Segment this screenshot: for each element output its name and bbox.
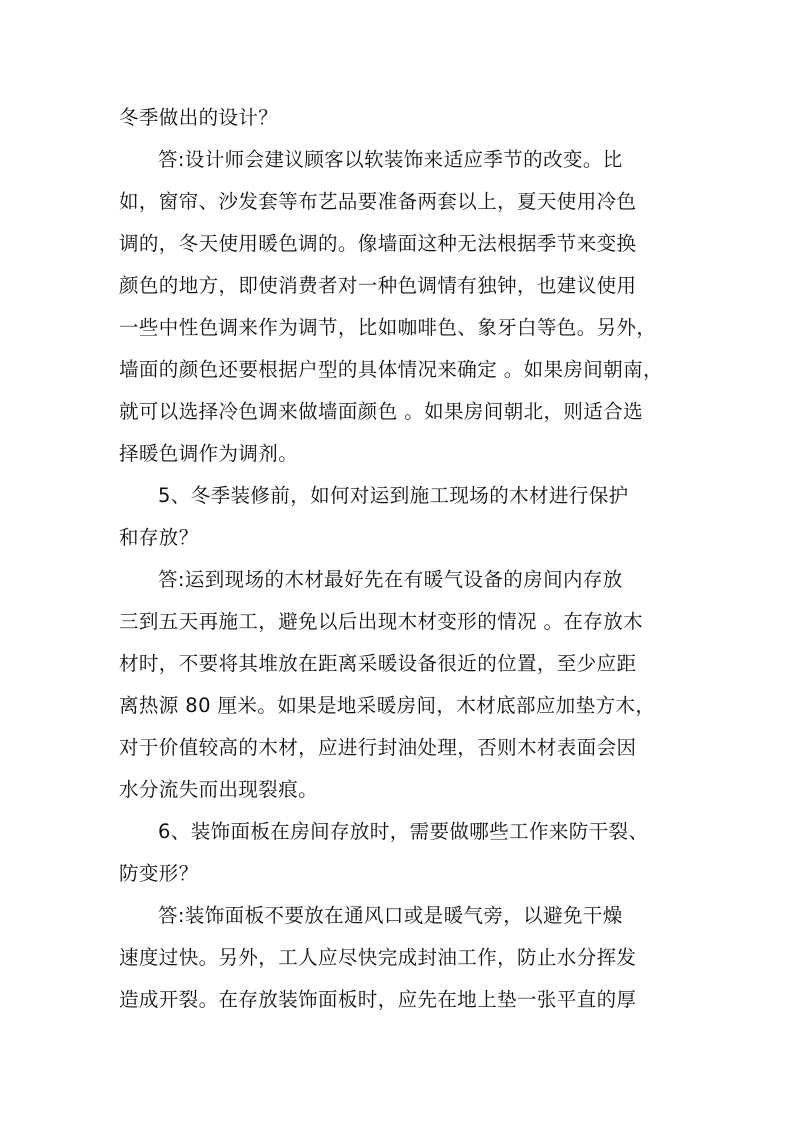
text-line: 答:设计师会建议顾客以软装饰来适应季节的改变。比 [158, 148, 623, 171]
text-line: 颜色的地方，即使消费者对一种色调情有独钟，也建议使用 [119, 274, 637, 297]
text-line: 水分流失而出现裂痕。 [119, 778, 319, 801]
text-line: 墙面的颜色还要根据户型的具体情况来确定 。如果房间朝南， [119, 358, 663, 381]
text-line: 对于价值较高的木材，应进行封油处理，否则木材表面会因 [119, 736, 637, 759]
text-line: 造成开裂。在存放装饰面板时，应先在地上垫一张平直的厚 [119, 988, 637, 1011]
text-line: 速度过快。另外，工人应尽快完成封油工作，防止水分挥发 [119, 946, 637, 969]
text-line: 如，窗帘、沙发套等布艺品要准备两套以上，夏天使用冷色 [119, 190, 637, 213]
text-line: 材时，不要将其堆放在距离采暖设备很近的位置，至少应距 [119, 652, 637, 675]
text-line: 答:装饰面板不要放在通风口或是暖气旁，以避免干燥 [158, 904, 623, 927]
text-line: 就可以选择冷色调来做墙面颜色 。如果房间朝北，则适合选 [119, 400, 643, 423]
question-heading: 6、装饰面板在房间存放时，需要做哪些工作来防干裂、 [158, 820, 649, 843]
question-heading: 5、冬季装修前，如何对运到施工现场的木材进行保护 [158, 484, 629, 507]
question-heading: 防变形？ [119, 862, 199, 885]
question-heading: 和存放？ [119, 526, 199, 549]
text-line: 调的，冬天使用暖色调的。像墙面这种无法根据季节来变换 [119, 232, 637, 255]
text-line: 三到五天再施工，避免以后出现木材变形的情况 。在存放木 [119, 610, 643, 633]
text-line: 答:运到现场的木材最好先在有暖气设备的房间内存放 [158, 568, 623, 591]
text-line: 择暖色调作为调剂。 [119, 442, 299, 465]
text-line: 一些中性色调来作为调节，比如咖啡色、象牙白等色。另外， [119, 316, 657, 339]
text-line: 离热源 80 厘米。如果是地采暖房间，木材底部应加垫方木， [119, 694, 656, 717]
text-line: 冬季做出的设计？ [119, 106, 279, 129]
